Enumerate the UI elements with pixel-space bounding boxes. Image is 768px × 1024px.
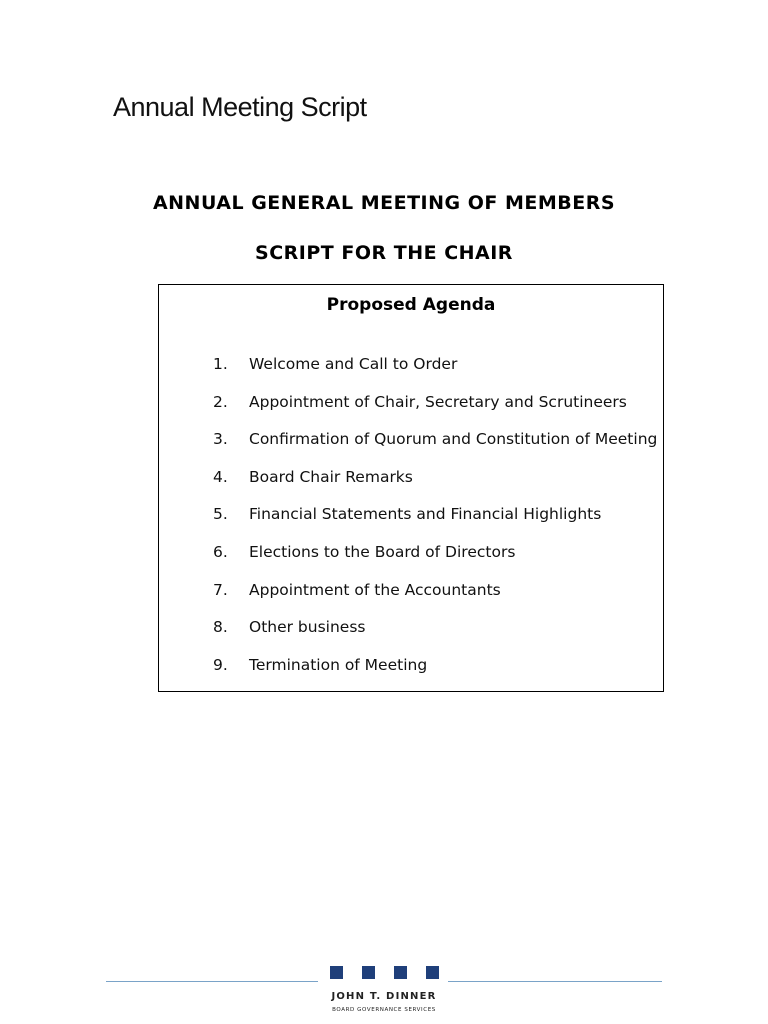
agenda-item-number: 6. — [213, 542, 228, 561]
agenda-item — [159, 581, 663, 619]
logo-squares-icon — [330, 966, 442, 980]
agenda-item-text: Appointment of Chair, Secretary and Scrutineers — [249, 392, 627, 411]
agenda-item — [159, 355, 663, 393]
agenda-item-text: Termination of Meeting — [249, 655, 428, 674]
main-heading: ANNUAL GENERAL MEETING OF MEMBERS — [152, 192, 616, 214]
logo-square — [330, 966, 343, 979]
logo-subtitle: BOARD GOVERNANCE SERVICES — [332, 1007, 436, 1013]
footer — [0, 960, 768, 1024]
agenda-item-text: Other business — [249, 618, 366, 637]
agenda-item-number: 2. — [213, 392, 228, 411]
footer-rule-right — [448, 981, 662, 982]
sub-heading: SCRIPT FOR THE CHAIR — [255, 242, 513, 264]
agenda-item — [159, 656, 663, 694]
agenda-list — [159, 355, 663, 693]
agenda-item — [159, 393, 663, 431]
footer-rule-left — [106, 981, 318, 982]
agenda-item-text: Appointment of the Accountants — [249, 580, 501, 599]
agenda-item — [159, 430, 663, 468]
agenda-item-number: 7. — [213, 580, 228, 599]
agenda-title: Proposed Agenda — [326, 295, 496, 315]
agenda-item-number: 1. — [213, 355, 228, 373]
agenda-item — [159, 618, 663, 656]
agenda-item-text: Elections to the Board of Directors — [249, 542, 516, 561]
document-title: Annual Meeting Script — [113, 92, 367, 122]
logo-square — [362, 966, 375, 979]
agenda-item — [159, 468, 663, 506]
agenda-item — [159, 543, 663, 581]
logo-square — [426, 966, 439, 979]
agenda-item-number: 9. — [213, 655, 228, 674]
agenda-item-text: Confirmation of Quorum and Constitution of Meeting — [249, 430, 658, 449]
agenda-item-text: Financial Statements and Financial Highlights — [249, 505, 602, 524]
agenda-item-text: Welcome and Call to Order — [249, 355, 458, 373]
logo-square — [394, 966, 407, 979]
agenda-box — [158, 284, 664, 692]
logo-name: JOHN T. DINNER — [331, 991, 437, 1002]
agenda-item-text: Board Chair Remarks — [249, 467, 413, 486]
agenda-item-number: 8. — [213, 618, 228, 637]
agenda-item-number: 5. — [213, 505, 228, 524]
agenda-item-number: 3. — [213, 430, 228, 449]
agenda-item-number: 4. — [213, 467, 228, 486]
agenda-item — [159, 505, 663, 543]
